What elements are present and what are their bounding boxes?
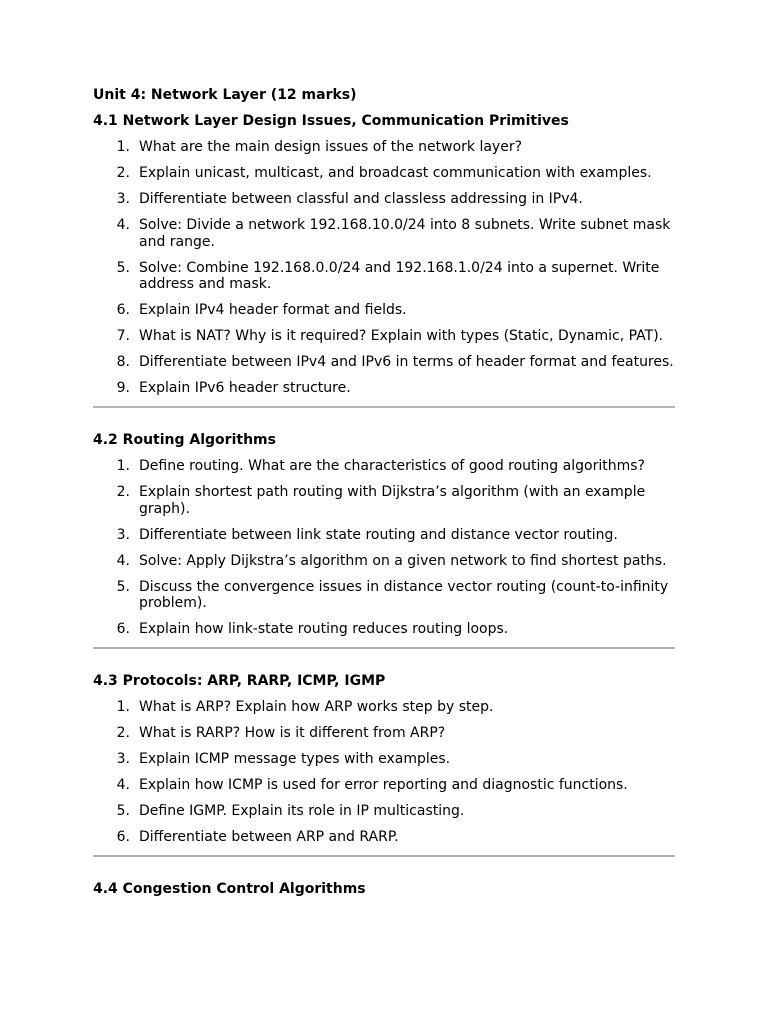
question-number: 4. xyxy=(116,777,130,793)
question-number: 8. xyxy=(116,354,130,370)
question-text: What is NAT? Why is it required? Explain with types (Static, Dynamic, PAT). xyxy=(139,328,664,344)
question-text: Solve: Combine 192.168.0.0/24 and 192.168.1.0/24 into a supernet. Write address and mask. xyxy=(139,259,660,292)
question-item xyxy=(93,191,675,208)
question-text: Explain how ICMP is used for error reporting and diagnostic functions. xyxy=(139,777,628,793)
question-item xyxy=(93,302,675,319)
question-text: Differentiate between ARP and RARP. xyxy=(139,829,399,845)
section-heading: 4.1 Network Layer Design Issues, Communication Primitives xyxy=(93,113,569,129)
question-text: What are the main design issues of the network layer? xyxy=(139,139,523,155)
section-2 xyxy=(93,432,675,673)
question-text: Solve: Apply Dijkstra’s algorithm on a given network to find shortest paths. xyxy=(139,552,667,569)
question-item xyxy=(93,458,675,475)
question-item xyxy=(93,553,675,570)
question-item xyxy=(93,165,675,182)
section-heading: 4.3 Protocols: ARP, RARP, ICMP, IGMP xyxy=(93,673,386,689)
question-number: 4. xyxy=(116,217,130,233)
section-4 xyxy=(93,881,675,898)
unit-title: Unit 4: Network Layer (12 marks) xyxy=(93,87,357,103)
question-item xyxy=(93,484,675,517)
question-list xyxy=(93,699,675,846)
question-item xyxy=(93,699,675,716)
section-1 xyxy=(93,113,675,432)
question-list xyxy=(93,139,675,397)
question-number: 5. xyxy=(116,259,130,276)
question-number: 3. xyxy=(116,191,130,207)
section-3 xyxy=(93,673,675,881)
question-number: 1. xyxy=(116,458,130,474)
question-item xyxy=(93,579,675,612)
question-item xyxy=(93,380,675,397)
question-text: What is ARP? Explain how ARP works step by step. xyxy=(139,699,494,715)
question-item xyxy=(93,139,675,156)
question-number: 4. xyxy=(116,552,130,569)
question-number: 1. xyxy=(116,139,130,155)
question-number: 7. xyxy=(116,328,130,344)
section-spacer xyxy=(93,649,675,673)
question-item xyxy=(93,527,675,544)
sections-container xyxy=(93,113,675,898)
section-spacer xyxy=(93,857,675,881)
question-item xyxy=(93,621,675,638)
question-number: 1. xyxy=(116,699,130,715)
question-number: 6. xyxy=(116,829,130,845)
question-item xyxy=(93,829,675,846)
question-text: Differentiate between link state routing and distance vector routing. xyxy=(139,526,618,543)
question-number: 2. xyxy=(116,484,130,500)
section-heading: 4.4 Congestion Control Algorithms xyxy=(93,881,366,897)
question-text: What is RARP? How is it different from ARP? xyxy=(139,725,446,741)
question-item xyxy=(93,777,675,794)
question-item xyxy=(93,725,675,742)
question-text: Explain how link-state routing reduces routing loops. xyxy=(139,621,509,637)
question-text: Differentiate between classful and classless addressing in IPv4. xyxy=(139,191,583,207)
question-item xyxy=(93,751,675,768)
question-text: Discuss the convergence issues in distance vector routing (count-to-infinity problem). xyxy=(139,578,669,611)
question-item xyxy=(93,217,675,250)
question-number: 5. xyxy=(116,803,130,819)
document-content xyxy=(93,87,675,907)
question-number: 2. xyxy=(116,725,130,741)
question-text: Define routing. What are the characteristics of good routing algorithms? xyxy=(139,458,645,474)
section-spacer xyxy=(93,408,675,432)
question-text: Solve: Divide a network 192.168.10.0/24 into 8 subnets. Write subnet mask and range. xyxy=(139,217,671,250)
question-text: Explain ICMP message types with examples. xyxy=(139,751,451,767)
question-text: Explain unicast, multicast, and broadcast communication with examples. xyxy=(139,165,652,181)
question-number: 9. xyxy=(116,380,130,396)
question-number: 3. xyxy=(116,526,130,543)
question-text: Explain shortest path routing with Dijkstra’s algorithm (with an example graph). xyxy=(139,484,646,517)
question-item xyxy=(93,354,675,371)
question-text: Differentiate between IPv4 and IPv6 in terms of header format and features. xyxy=(139,354,674,370)
question-list xyxy=(93,458,675,638)
question-number: 3. xyxy=(116,751,130,767)
question-item xyxy=(93,803,675,820)
question-text: Define IGMP. Explain its role in IP multicasting. xyxy=(139,803,465,819)
question-number: 5. xyxy=(116,578,130,595)
question-item xyxy=(93,260,675,293)
section-heading: 4.2 Routing Algorithms xyxy=(93,432,276,448)
question-text: Explain IPv6 header structure. xyxy=(139,380,351,396)
question-number: 6. xyxy=(116,302,130,318)
question-number: 2. xyxy=(116,165,130,181)
question-text: Explain IPv4 header format and fields. xyxy=(139,302,407,318)
question-item xyxy=(93,328,675,345)
question-number: 6. xyxy=(116,621,130,637)
